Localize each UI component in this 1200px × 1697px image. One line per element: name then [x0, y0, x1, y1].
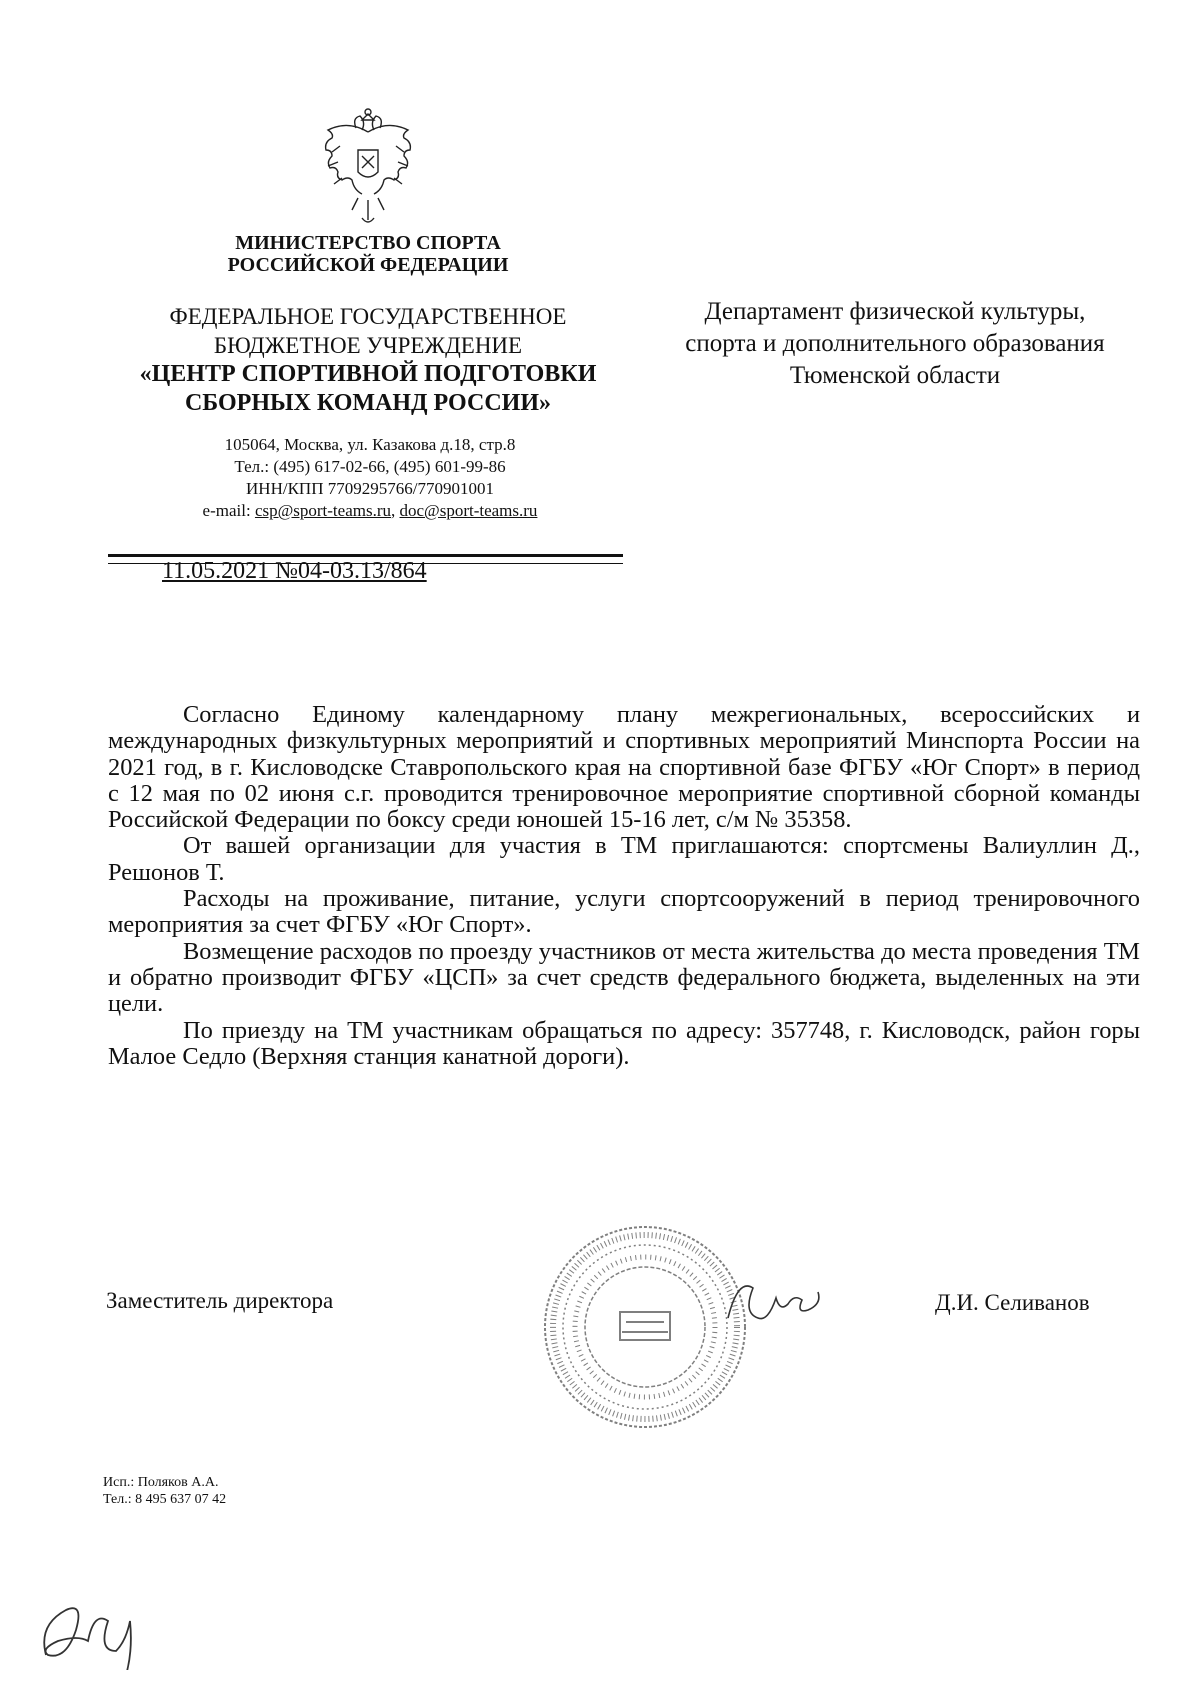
ministry-line: МИНИСТЕРСТВО СПОРТА: [235, 232, 501, 254]
org-contacts: [140, 434, 600, 522]
ministry-title: [168, 232, 568, 276]
coat-of-arms-emblem: [318, 106, 418, 230]
executor-name: Исп.: Поляков А.А.: [103, 1475, 219, 1490]
org-type-line: ФЕДЕРАЛЬНОЕ ГОСУДАРСТВЕННОЕ: [169, 304, 567, 329]
body-paragraph: От вашей организации для участия в ТМ приглашаются: спортсмены Валиуллин Д., Решонов Т.: [108, 832, 1140, 886]
org-address: 105064, Москва, ул. Казакова д.18, стр.8: [224, 435, 516, 454]
executor-info: [103, 1474, 226, 1508]
addressee-line: Департамент физической культуры,: [704, 298, 1086, 325]
org-phones: Тел.: (495) 617-02-66, (495) 601-99-86: [234, 457, 506, 476]
addressee-block: [640, 296, 1150, 392]
body-paragraph: Расходы на проживание, питание, услуги спортсооружений в период тренировочного мероприятия за счет ФГБУ «Юг Спорт».: [108, 885, 1140, 939]
email-link-doc[interactable]: doc@sport-teams.ru: [399, 501, 538, 520]
body-paragraph: Согласно Единому календарному плану межрегиональных, всероссийских и международных физкультурных мероприятий и спортивных мероприятий Минспорта России на 2021 год, в г. Кисловодске Ставропольского края на спортивной базе ФГБУ «Юг Спорт» в период с 12 мая по 02 июня с.г. проводится тренировочное мероприятие спортивной сборной команды Российской Федерации по боксу среди юношей 15-16 лет, с/м № 35358.: [108, 701, 1140, 834]
org-email: e-mail: csp@sport-teams.ru, doc@sport-teams.ru: [202, 501, 538, 520]
letter-body: [108, 702, 1140, 1070]
org-inn: ИНН/КПП 7709295766/770901001: [246, 479, 494, 498]
handwritten-signature: [720, 1268, 830, 1338]
addressee-line: Тюменской области: [789, 362, 1001, 389]
org-type-line: БЮДЖЕТНОЕ УЧРЕЖДЕНИЕ: [213, 333, 523, 358]
round-stamp: [540, 1222, 750, 1432]
signatory-name: Д.И. Селиванов: [935, 1290, 1090, 1315]
email-label: e-mail:: [202, 501, 251, 520]
email-link-csp[interactable]: csp@sport-teams.ru: [254, 501, 391, 520]
org-name-line: СБОРНЫХ КОМАНД РОССИИ»: [184, 390, 552, 416]
outgoing-number: 11.05.2021 №04-03.13/864: [162, 558, 427, 584]
addressee-line: спорта и дополнительного образования: [685, 330, 1105, 357]
handwritten-initials: [36, 1575, 166, 1670]
body-paragraph: По приезду на ТМ участникам обращаться по адресу: 357748, г. Кисловодск, район горы Малое Седло (Верхняя станция канатной дороги).: [108, 1016, 1140, 1070]
executor-phone: Тел.: 8 495 637 07 42: [103, 1492, 227, 1507]
ministry-line: РОССИЙСКОЙ ФЕДЕРАЦИИ: [227, 254, 509, 276]
organization-block: [108, 302, 628, 418]
org-name-line: «ЦЕНТР СПОРТИВНОЙ ПОДГОТОВКИ: [139, 361, 597, 387]
signatory-title: Заместитель директора: [106, 1288, 334, 1313]
body-paragraph: Возмещение расходов по проезду участников от места жительства до места проведения ТМ и обратно производит ФГБУ «ЦСП» за счет средств федерального бюджета, выделенных на эти цели.: [108, 937, 1140, 1018]
